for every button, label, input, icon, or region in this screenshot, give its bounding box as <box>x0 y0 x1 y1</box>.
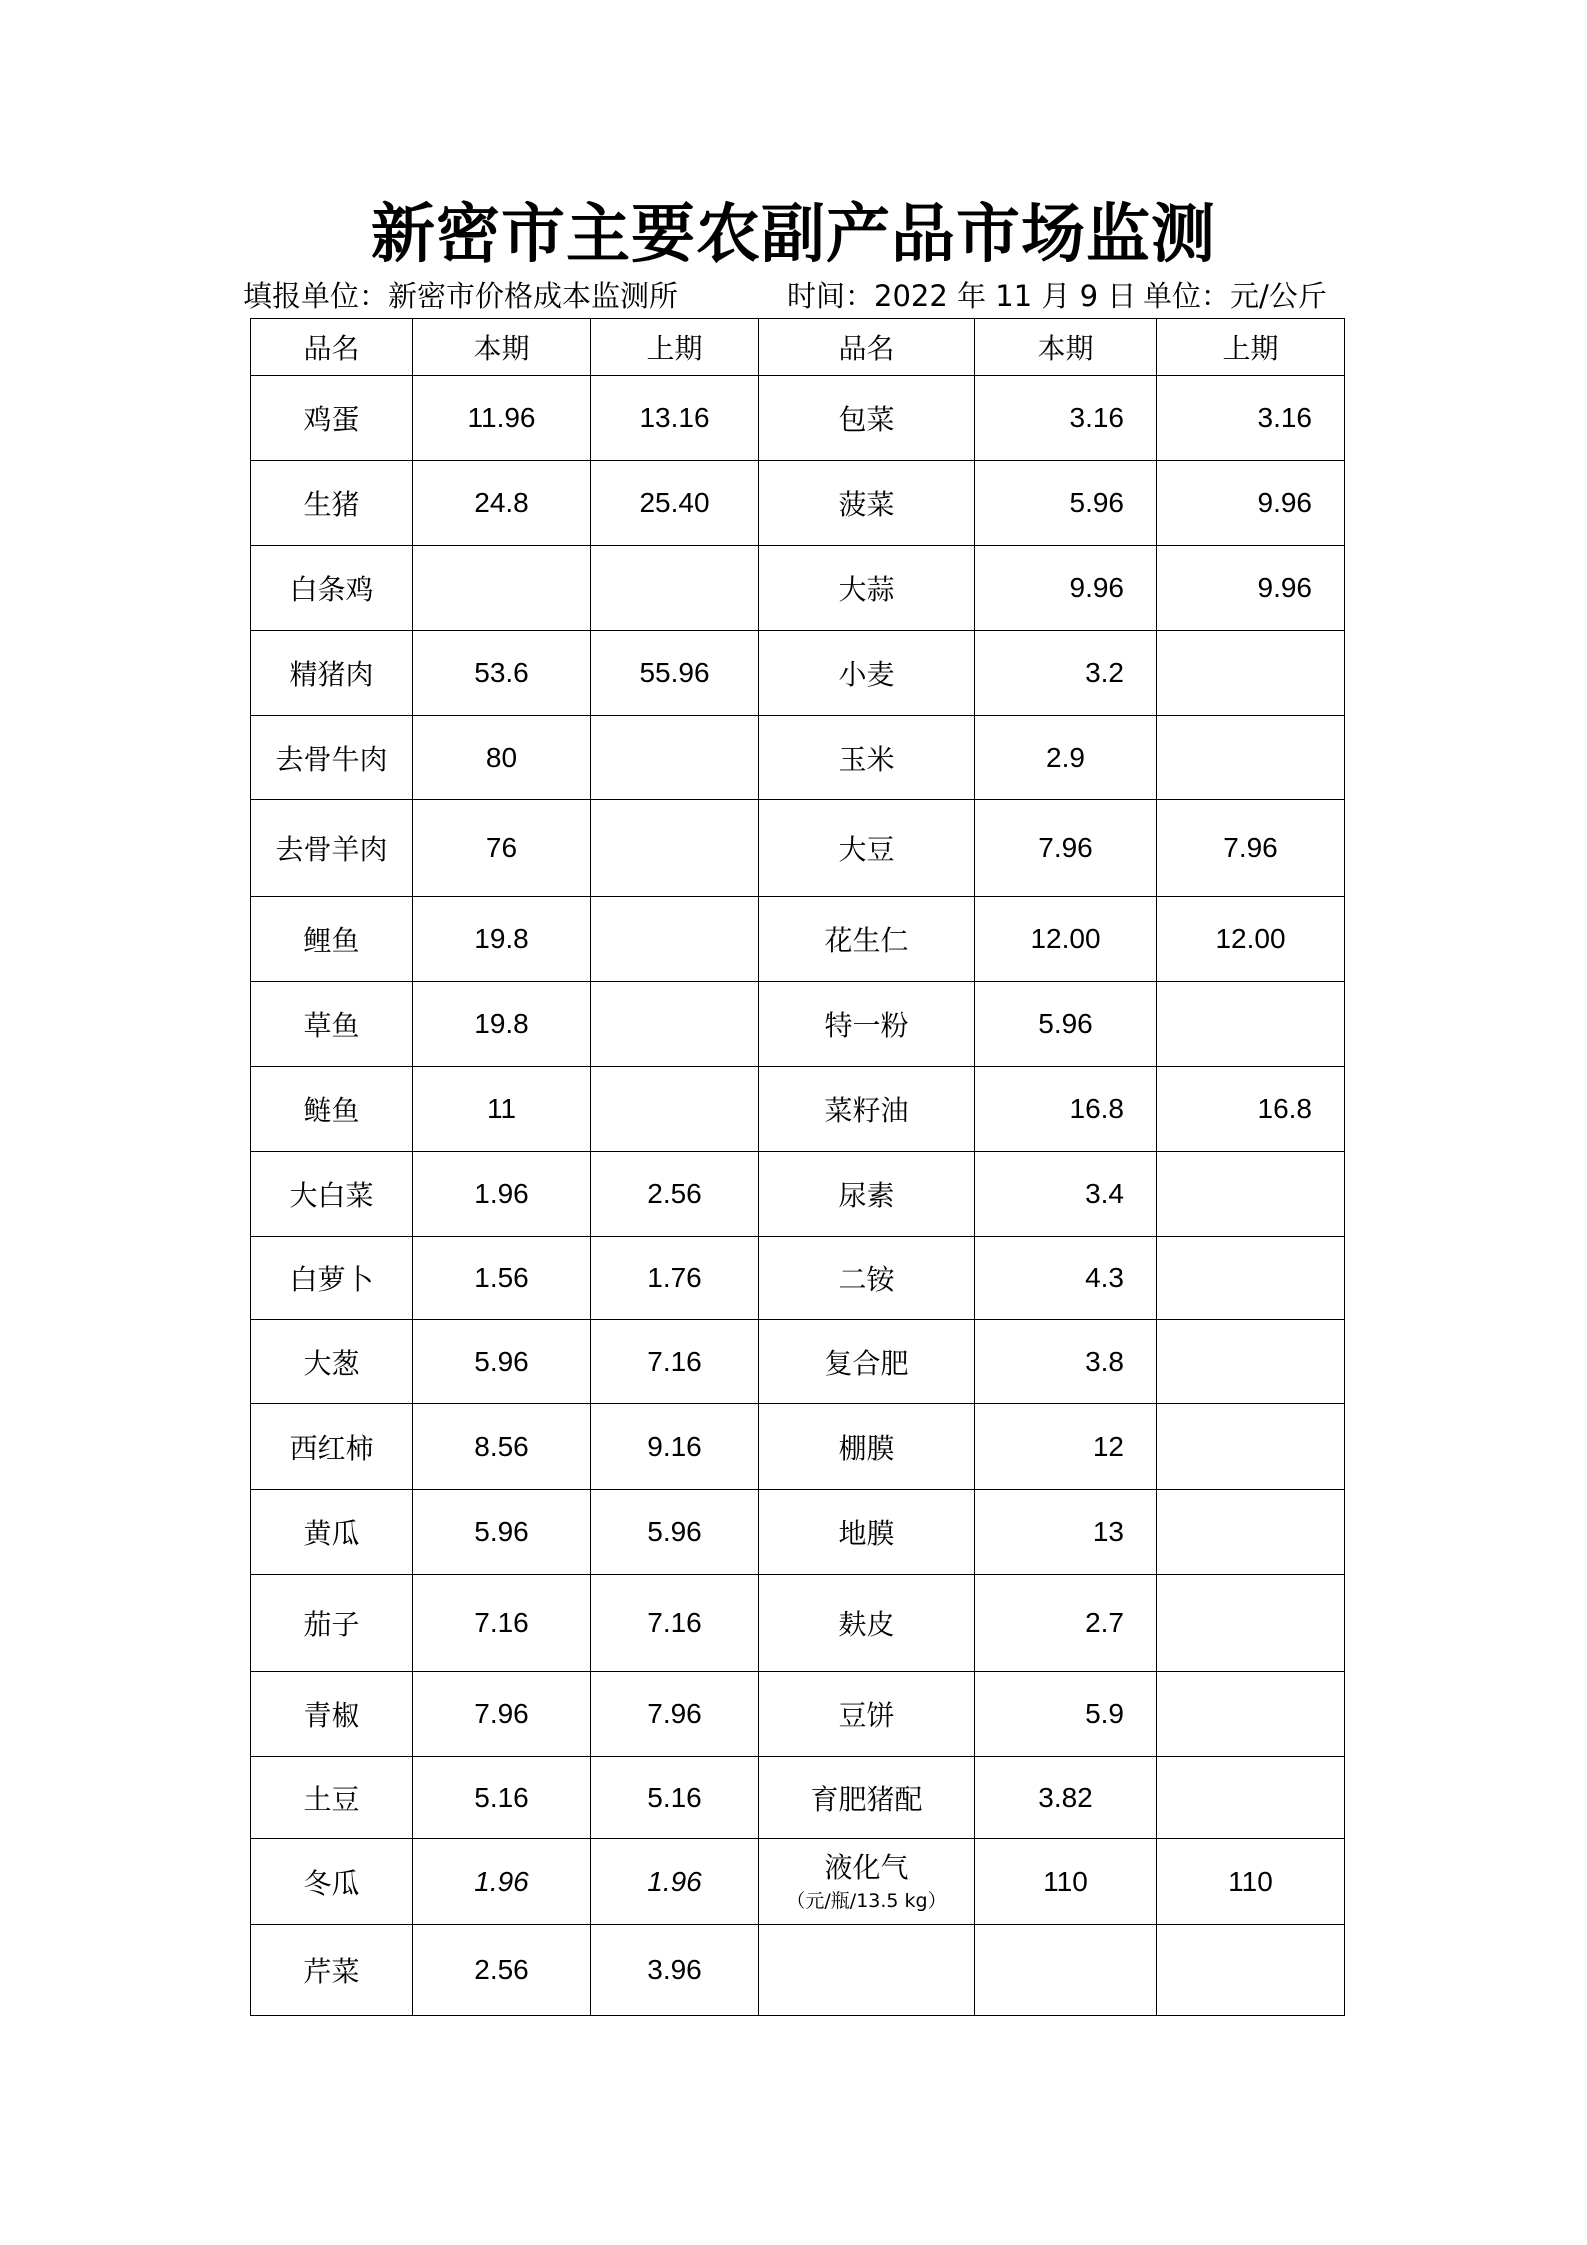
product-name: 冬瓜 <box>251 1839 413 1925</box>
current-price: 3.82 <box>975 1757 1157 1839</box>
table-row <box>251 1237 1345 1320</box>
price-table <box>250 318 1345 2016</box>
current-price: 7.16 <box>413 1575 591 1672</box>
previous-price: 16.8 <box>1157 1067 1345 1152</box>
current-price: 2.9 <box>975 716 1157 800</box>
current-price: 5.16 <box>413 1757 591 1839</box>
previous-price <box>1157 982 1345 1067</box>
previous-price: 2.56 <box>591 1152 759 1237</box>
table-row <box>251 461 1345 546</box>
table-row <box>251 376 1345 461</box>
product-name: 去骨牛肉 <box>251 716 413 800</box>
current-price: 12 <box>975 1404 1157 1490</box>
product-name: 特一粉 <box>759 982 975 1067</box>
product-name: 鸡蛋 <box>251 376 413 461</box>
product-name: 大白菜 <box>251 1152 413 1237</box>
previous-price: 12.00 <box>1157 897 1345 982</box>
product-name: 去骨羊肉 <box>251 800 413 897</box>
current-price: 110 <box>975 1839 1157 1925</box>
product-name: 育肥猪配 <box>759 1757 975 1839</box>
price-unit: 单位：元/公斤 <box>1143 279 1327 313</box>
current-price: 3.4 <box>975 1152 1157 1237</box>
current-price: 13 <box>975 1490 1157 1575</box>
current-price: 9.96 <box>975 546 1157 631</box>
current-price: 19.8 <box>413 982 591 1067</box>
current-price: 4.3 <box>975 1237 1157 1320</box>
table-row <box>251 1925 1345 2016</box>
previous-price <box>1157 1490 1345 1575</box>
table-row <box>251 716 1345 800</box>
current-price: 7.96 <box>975 800 1157 897</box>
previous-price: 110 <box>1157 1839 1345 1925</box>
table-row <box>251 1490 1345 1575</box>
previous-price <box>1157 1575 1345 1672</box>
table-row <box>251 1839 1345 1925</box>
report-date: 时间：2022 年 11 月 9 日 <box>787 279 1137 313</box>
previous-price: 7.96 <box>1157 800 1345 897</box>
previous-price <box>1157 1404 1345 1490</box>
table-row <box>251 1320 1345 1404</box>
previous-price <box>1157 1237 1345 1320</box>
previous-price <box>591 897 759 982</box>
product-name: 大葱 <box>251 1320 413 1404</box>
current-price <box>413 546 591 631</box>
previous-price: 5.16 <box>591 1757 759 1839</box>
current-price: 12.00 <box>975 897 1157 982</box>
product-name: 包菜 <box>759 376 975 461</box>
previous-price: 3.96 <box>591 1925 759 2016</box>
table-row <box>251 897 1345 982</box>
product-name: 地膜 <box>759 1490 975 1575</box>
current-price: 80 <box>413 716 591 800</box>
previous-price: 55.96 <box>591 631 759 716</box>
current-price: 11.96 <box>413 376 591 461</box>
column-header-name-left: 品名 <box>251 319 413 376</box>
current-price: 5.96 <box>413 1490 591 1575</box>
product-name: 菠菜 <box>759 461 975 546</box>
current-price: 76 <box>413 800 591 897</box>
previous-price: 7.16 <box>591 1320 759 1404</box>
previous-price: 1.96 <box>591 1839 759 1925</box>
product-name: 鲢鱼 <box>251 1067 413 1152</box>
previous-price <box>591 1067 759 1152</box>
product-name: 青椒 <box>251 1672 413 1757</box>
product-name: 黄瓜 <box>251 1490 413 1575</box>
current-price: 19.8 <box>413 897 591 982</box>
current-price: 3.8 <box>975 1320 1157 1404</box>
previous-price <box>1157 1672 1345 1757</box>
product-name: 鲤鱼 <box>251 897 413 982</box>
table-header-row <box>251 319 1345 376</box>
current-price: 5.9 <box>975 1672 1157 1757</box>
previous-price: 9.96 <box>1157 461 1345 546</box>
table-row <box>251 1404 1345 1490</box>
column-header-name-right: 品名 <box>759 319 975 376</box>
product-name: 茄子 <box>251 1575 413 1672</box>
previous-price: 1.76 <box>591 1237 759 1320</box>
previous-price <box>591 800 759 897</box>
previous-price <box>591 982 759 1067</box>
table-row <box>251 631 1345 716</box>
product-name <box>759 1925 975 2016</box>
current-price: 53.6 <box>413 631 591 716</box>
previous-price: 7.96 <box>591 1672 759 1757</box>
table-row <box>251 982 1345 1067</box>
table-row <box>251 1575 1345 1672</box>
product-name: 生猪 <box>251 461 413 546</box>
product-name: 土豆 <box>251 1757 413 1839</box>
product-name: 大豆 <box>759 800 975 897</box>
previous-price: 7.16 <box>591 1575 759 1672</box>
product-name: 菜籽油 <box>759 1067 975 1152</box>
column-header-current-left: 本期 <box>413 319 591 376</box>
current-price: 5.96 <box>975 461 1157 546</box>
previous-price <box>1157 631 1345 716</box>
previous-price <box>1157 1152 1345 1237</box>
previous-price: 25.40 <box>591 461 759 546</box>
previous-price: 5.96 <box>591 1490 759 1575</box>
table-row <box>251 800 1345 897</box>
previous-price <box>1157 1925 1345 2016</box>
table-row <box>251 1672 1345 1757</box>
current-price: 1.96 <box>413 1839 591 1925</box>
product-name: 白萝卜 <box>251 1237 413 1320</box>
product-name: 豆饼 <box>759 1672 975 1757</box>
table-row <box>251 1067 1345 1152</box>
current-price: 5.96 <box>413 1320 591 1404</box>
product-name: 草鱼 <box>251 982 413 1067</box>
product-name: 大蒜 <box>759 546 975 631</box>
page-title: 新密市主要农副产品市场监测 <box>371 197 1216 272</box>
previous-price: 9.96 <box>1157 546 1345 631</box>
current-price: 7.96 <box>413 1672 591 1757</box>
current-price: 11 <box>413 1067 591 1152</box>
current-price: 2.56 <box>413 1925 591 2016</box>
current-price: 8.56 <box>413 1404 591 1490</box>
product-name: 玉米 <box>759 716 975 800</box>
column-header-previous-right: 上期 <box>1157 319 1345 376</box>
product-name: 白条鸡 <box>251 546 413 631</box>
current-price: 5.96 <box>975 982 1157 1067</box>
table-row <box>251 1757 1345 1839</box>
previous-price <box>1157 1757 1345 1839</box>
previous-price: 9.16 <box>591 1404 759 1490</box>
product-name: 液化气 <box>824 1850 909 1884</box>
product-name: 小麦 <box>759 631 975 716</box>
reporting-unit: 填报单位：新密市价格成本监测所 <box>243 279 679 313</box>
previous-price: 3.16 <box>1157 376 1345 461</box>
product-name: 花生仁 <box>759 897 975 982</box>
current-price: 2.7 <box>975 1575 1157 1672</box>
product-name: 芹菜 <box>251 1925 413 2016</box>
previous-price <box>1157 1320 1345 1404</box>
table-row <box>251 546 1345 631</box>
product-name: 复合肥 <box>759 1320 975 1404</box>
product-name: 西红柿 <box>251 1404 413 1490</box>
product-name: 二铵 <box>759 1237 975 1320</box>
product-name: 麸皮 <box>759 1575 975 1672</box>
column-header-current-right: 本期 <box>975 319 1157 376</box>
product-unit-note: （元/瓶/13.5 kg） <box>786 1889 947 1912</box>
current-price: 24.8 <box>413 461 591 546</box>
column-header-previous-left: 上期 <box>591 319 759 376</box>
current-price: 1.96 <box>413 1152 591 1237</box>
previous-price <box>1157 716 1345 800</box>
current-price: 3.16 <box>975 376 1157 461</box>
current-price: 3.2 <box>975 631 1157 716</box>
product-name: 精猪肉 <box>251 631 413 716</box>
current-price <box>975 1925 1157 2016</box>
current-price: 16.8 <box>975 1067 1157 1152</box>
previous-price: 13.16 <box>591 376 759 461</box>
previous-price <box>591 546 759 631</box>
table-row <box>251 1152 1345 1237</box>
previous-price <box>591 716 759 800</box>
current-price: 1.56 <box>413 1237 591 1320</box>
product-name-with-note <box>759 1839 975 1925</box>
product-name: 棚膜 <box>759 1404 975 1490</box>
product-name: 尿素 <box>759 1152 975 1237</box>
